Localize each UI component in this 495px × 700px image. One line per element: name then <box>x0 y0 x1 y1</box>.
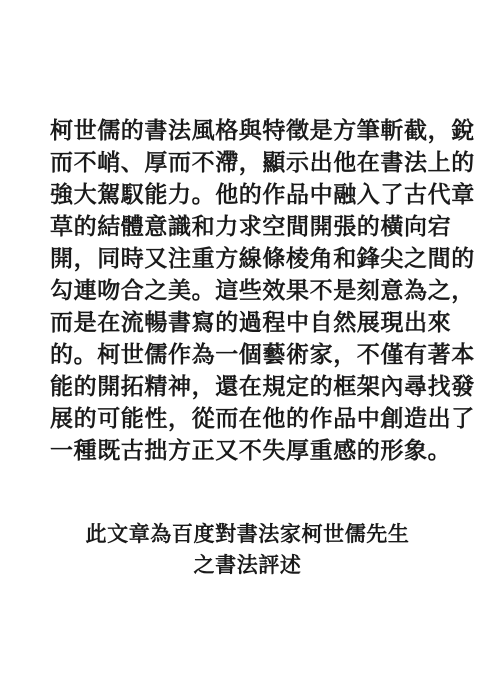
caption-line-2: 之書法評述 <box>193 552 302 577</box>
essay-line: 展的可能性，從而在他的作品中創造出了 <box>50 405 475 432</box>
essay-paragraph <box>50 115 475 467</box>
essay-line: 能的開拓精神，還在規定的框架內尋找發 <box>50 373 475 400</box>
essay-line: 的。柯世儒作為一個藝術家，不僅有著本 <box>50 341 475 368</box>
caption-line-1: 此文章為百度對書法家柯世儒先生 <box>85 521 410 546</box>
essay-line: 柯世儒的書法風格與特徵是方筆斬截，銳 <box>50 117 475 144</box>
essay-line: 開，同時又注重方線條棱角和鋒尖之間的 <box>50 245 475 272</box>
essay-line: 一種既古拙方正又不失厚重感的形象。 <box>50 437 452 464</box>
essay-line: 勾連吻合之美。這些效果不是刻意為之， <box>50 277 475 304</box>
source-caption <box>0 518 495 580</box>
essay-line: 強大駕馭能力。他的作品中融入了古代章 <box>50 181 475 208</box>
essay-line: 而是在流暢書寫的過程中自然展現出來 <box>50 309 452 336</box>
essay-line: 草的結體意識和力求空間開張的橫向宕 <box>50 213 452 240</box>
essay-line: 而不峭、厚而不滯，顯示出他在書法上的 <box>50 149 475 176</box>
